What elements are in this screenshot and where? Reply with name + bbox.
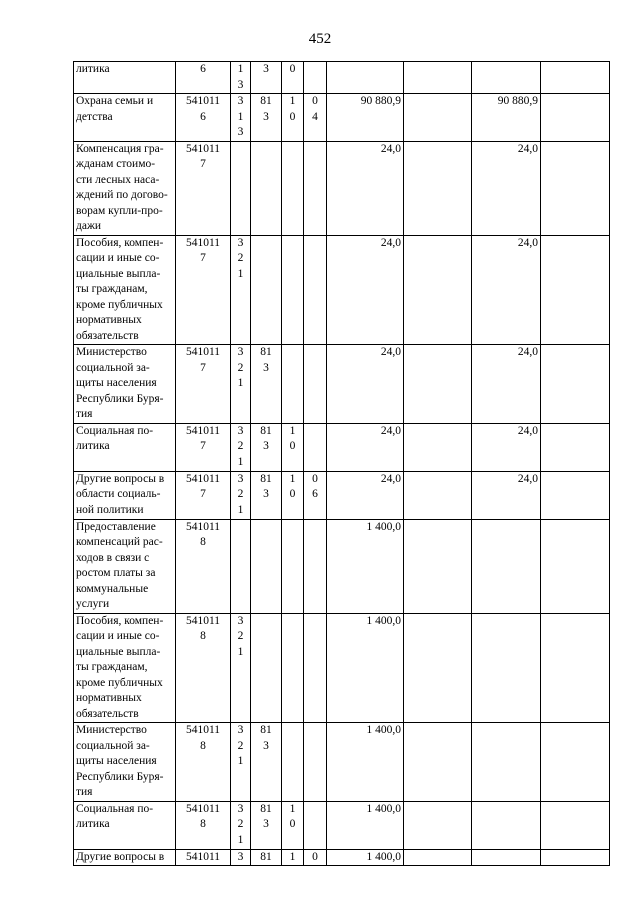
row-amount-2-cell	[404, 62, 472, 94]
cell-text: 541011 8	[185, 724, 221, 752]
cell-text: 1 400,0	[366, 724, 401, 736]
row-amount-2-cell	[404, 141, 472, 235]
cell-text: 24,0	[517, 346, 538, 358]
cell-text: 81 3	[260, 802, 272, 830]
cell-text: 24,0	[517, 472, 538, 485]
row-department-cell	[251, 62, 282, 94]
row-section-cell	[231, 141, 251, 235]
row-department-cell	[251, 235, 282, 345]
row-section-cell	[231, 613, 251, 723]
row-item-cell	[304, 423, 327, 471]
cell-text: 81 3	[260, 424, 272, 452]
row-subsection-cell	[282, 423, 304, 471]
row-amount-2-cell	[404, 94, 472, 142]
cell-text: Пособия, компен- сации и иные со- циальные выпла- ты гражданам, кроме публичных нормативных обязательств	[76, 614, 164, 720]
row-amount-3-cell	[472, 471, 541, 519]
cell-text: 3 2 1	[237, 472, 244, 516]
row-name-cell	[74, 849, 176, 866]
row-name-cell	[74, 801, 176, 849]
row-code-cell	[176, 613, 231, 723]
row-amount-4-cell	[541, 801, 610, 849]
cell-text: 81 3	[260, 724, 272, 752]
cell-text: Пособия, компен- сации и иные со- циальные выпла- ты гражданам, кроме публичных нормативных обязательств	[76, 236, 164, 342]
cell-text: Министерство социальной за- щиты населения Республики Буря- тия	[76, 724, 164, 798]
row-subsection-cell	[282, 62, 304, 94]
row-amount-total-cell	[327, 235, 404, 345]
table-row	[74, 235, 610, 345]
row-amount-4-cell	[541, 723, 610, 802]
cell-text: Министерство социальной за- щиты населения Республики Буря- тия	[76, 346, 164, 420]
row-code-cell	[176, 801, 231, 849]
row-item-cell	[304, 471, 327, 519]
row-amount-3-cell	[472, 613, 541, 723]
cell-text: литика	[76, 63, 110, 75]
cell-text: 6	[200, 63, 206, 75]
row-item-cell	[304, 613, 327, 723]
row-name-cell	[74, 94, 176, 142]
row-code-cell	[176, 94, 231, 142]
row-amount-2-cell	[404, 849, 472, 866]
cell-text: 1 400,0	[366, 614, 401, 627]
row-item-cell	[304, 345, 327, 424]
row-amount-4-cell	[541, 471, 610, 519]
row-name-cell	[74, 423, 176, 471]
row-amount-4-cell	[541, 849, 610, 866]
row-item-cell	[304, 94, 327, 142]
cell-text: 1 0	[289, 424, 296, 452]
row-amount-4-cell	[541, 613, 610, 723]
cell-text: Другие вопросы в	[76, 850, 165, 863]
table-row	[74, 613, 610, 723]
row-amount-total-cell	[327, 94, 404, 142]
cell-text: 1 3	[237, 63, 244, 91]
cell-text: 1 0	[289, 95, 296, 123]
cell-text: 3 2 1	[237, 236, 244, 280]
cell-text: 541011 7	[185, 472, 221, 500]
cell-text: 1	[289, 850, 296, 863]
table-row	[74, 471, 610, 519]
row-amount-3-cell	[472, 723, 541, 802]
cell-text: 541011 7	[185, 236, 221, 264]
cell-text: 81 3	[260, 95, 272, 123]
cell-text: 541011 7	[185, 424, 221, 452]
row-subsection-cell	[282, 801, 304, 849]
cell-text: 541011 6	[185, 95, 221, 123]
row-section-cell	[231, 94, 251, 142]
row-amount-total-cell	[327, 849, 404, 866]
row-amount-3-cell	[472, 62, 541, 94]
row-subsection-cell	[282, 345, 304, 424]
table-row	[74, 519, 610, 613]
row-amount-3-cell	[472, 423, 541, 471]
cell-text: 541011 7	[185, 346, 221, 374]
cell-text: 24,0	[380, 472, 401, 485]
budget-table	[73, 61, 610, 866]
row-department-cell	[251, 471, 282, 519]
row-amount-total-cell	[327, 62, 404, 94]
cell-text: 3 1 3	[237, 95, 244, 138]
table-row	[74, 423, 610, 471]
row-name-cell	[74, 613, 176, 723]
row-amount-total-cell	[327, 723, 404, 802]
row-amount-3-cell	[472, 801, 541, 849]
row-code-cell	[176, 723, 231, 802]
row-amount-4-cell	[541, 141, 610, 235]
row-amount-4-cell	[541, 94, 610, 142]
row-department-cell	[251, 801, 282, 849]
cell-text: 3 2 1	[237, 802, 244, 846]
row-section-cell	[231, 345, 251, 424]
cell-text: 541011 8	[185, 614, 221, 642]
row-name-cell	[74, 519, 176, 613]
row-code-cell	[176, 471, 231, 519]
row-subsection-cell	[282, 613, 304, 723]
row-amount-3-cell	[472, 519, 541, 613]
row-amount-3-cell	[472, 849, 541, 866]
table-row	[74, 141, 610, 235]
row-amount-total-cell	[327, 423, 404, 471]
row-amount-3-cell	[472, 141, 541, 235]
row-section-cell	[231, 849, 251, 866]
row-code-cell	[176, 62, 231, 94]
page-number: 452	[308, 31, 332, 47]
row-department-cell	[251, 423, 282, 471]
row-item-cell	[304, 723, 327, 802]
cell-text: 24,0	[517, 142, 538, 155]
row-item-cell	[304, 62, 327, 94]
cell-text: 3	[237, 850, 244, 863]
row-department-cell	[251, 345, 282, 424]
row-section-cell	[231, 235, 251, 345]
row-department-cell	[251, 519, 282, 613]
cell-text: 1 400,0	[366, 850, 401, 863]
cell-text: 0	[289, 63, 296, 75]
row-code-cell	[176, 849, 231, 866]
row-code-cell	[176, 141, 231, 235]
table-row	[74, 94, 610, 142]
row-amount-total-cell	[327, 801, 404, 849]
cell-text: 1 400,0	[366, 802, 401, 815]
cell-text: 24,0	[380, 142, 401, 155]
row-name-cell	[74, 62, 176, 94]
row-item-cell	[304, 519, 327, 613]
row-amount-4-cell	[541, 62, 610, 94]
row-name-cell	[74, 471, 176, 519]
table-row	[74, 62, 610, 94]
cell-text: Компенсация гра- жданам стоимо- сти лесных наса- ждений по догово- ворам купли-про- дажи	[76, 142, 168, 232]
row-department-cell	[251, 94, 282, 142]
row-amount-2-cell	[404, 423, 472, 471]
row-amount-3-cell	[472, 94, 541, 142]
row-subsection-cell	[282, 235, 304, 345]
cell-text: 1 0	[289, 472, 296, 500]
row-department-cell	[251, 723, 282, 802]
row-name-cell	[74, 723, 176, 802]
table-row	[74, 801, 610, 849]
row-amount-total-cell	[327, 471, 404, 519]
row-section-cell	[231, 801, 251, 849]
cell-text: 1 0	[289, 802, 296, 830]
row-amount-2-cell	[404, 471, 472, 519]
cell-text: 24,0	[517, 236, 538, 249]
row-section-cell	[231, 723, 251, 802]
cell-text: 3 2 1	[237, 614, 244, 658]
cell-text: 541011	[185, 850, 221, 863]
row-section-cell	[231, 471, 251, 519]
row-subsection-cell	[282, 141, 304, 235]
row-department-cell	[251, 613, 282, 723]
cell-text: Охрана семьи и детства	[76, 95, 154, 123]
row-code-cell	[176, 423, 231, 471]
row-amount-3-cell	[472, 345, 541, 424]
row-name-cell	[74, 141, 176, 235]
row-amount-4-cell	[541, 519, 610, 613]
row-amount-2-cell	[404, 519, 472, 613]
cell-text: 3 2 1	[237, 424, 244, 468]
row-amount-total-cell	[327, 141, 404, 235]
cell-text: Социальная по- литика	[76, 802, 154, 830]
cell-text: 24,0	[380, 236, 401, 249]
row-code-cell	[176, 235, 231, 345]
row-amount-2-cell	[404, 613, 472, 723]
table-row	[74, 723, 610, 802]
table-row	[74, 345, 610, 424]
cell-text: Социальная по- литика	[76, 424, 154, 452]
row-department-cell	[251, 849, 282, 866]
cell-text: 90 880,9	[497, 95, 538, 107]
row-amount-2-cell	[404, 235, 472, 345]
row-subsection-cell	[282, 723, 304, 802]
row-department-cell	[251, 141, 282, 235]
table-row	[74, 849, 610, 866]
row-section-cell	[231, 423, 251, 471]
row-amount-4-cell	[541, 423, 610, 471]
cell-text: 3 2 1	[237, 346, 244, 389]
row-code-cell	[176, 519, 231, 613]
row-section-cell	[231, 62, 251, 94]
row-subsection-cell	[282, 471, 304, 519]
cell-text: 541011 8	[185, 520, 221, 548]
row-amount-2-cell	[404, 345, 472, 424]
cell-text: 541011 7	[185, 142, 221, 170]
cell-text: 1 400,0	[366, 520, 401, 533]
row-amount-4-cell	[541, 235, 610, 345]
row-item-cell	[304, 849, 327, 866]
cell-text: 24,0	[517, 424, 538, 437]
cell-text: 81 3	[260, 472, 272, 500]
cell-text: 81 3	[260, 346, 272, 374]
cell-text: 90 880,9	[360, 95, 401, 107]
cell-text: 3	[263, 63, 269, 75]
cell-text: 24,0	[380, 346, 401, 358]
row-name-cell	[74, 235, 176, 345]
row-item-cell	[304, 141, 327, 235]
row-item-cell	[304, 801, 327, 849]
row-amount-total-cell	[327, 613, 404, 723]
row-code-cell	[176, 345, 231, 424]
cell-text: 0 6	[312, 472, 318, 500]
cell-text: 81	[260, 850, 272, 863]
row-amount-total-cell	[327, 519, 404, 613]
cell-text: 0	[312, 850, 318, 863]
row-item-cell	[304, 235, 327, 345]
row-section-cell	[231, 519, 251, 613]
row-subsection-cell	[282, 849, 304, 866]
row-amount-4-cell	[541, 345, 610, 424]
row-amount-total-cell	[327, 345, 404, 424]
cell-text: Предоставление компенсаций рас- ходов в связи с ростом платы за коммунальные услуги	[76, 520, 163, 610]
cell-text: Другие вопросы в области социаль- ной политики	[76, 472, 165, 516]
cell-text: 3 2 1	[237, 724, 244, 767]
row-amount-2-cell	[404, 801, 472, 849]
cell-text: 24,0	[380, 424, 401, 437]
row-subsection-cell	[282, 94, 304, 142]
row-amount-2-cell	[404, 723, 472, 802]
cell-text: 541011 8	[185, 802, 221, 830]
cell-text: 0 4	[312, 95, 318, 123]
row-subsection-cell	[282, 519, 304, 613]
row-amount-3-cell	[472, 235, 541, 345]
row-name-cell	[74, 345, 176, 424]
